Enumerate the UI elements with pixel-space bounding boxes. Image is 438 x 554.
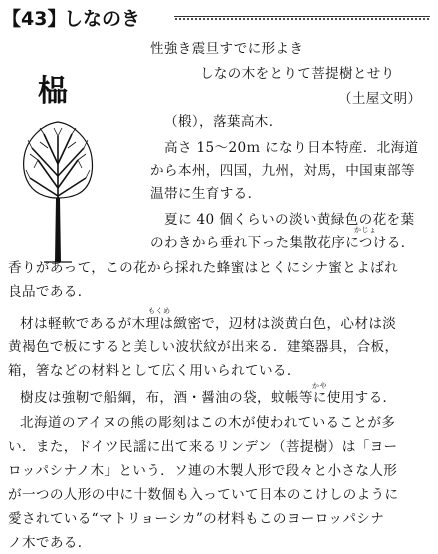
text-line: 北海道のアイヌの熊の彫刻はこの木が使われていることが多: [20, 415, 396, 431]
text-line: （椴），落葉高木．: [164, 114, 283, 130]
header-rule: [174, 16, 430, 22]
poem-line-2: しなの木をとりて菩提樹とせり: [200, 66, 395, 82]
text-line: 愛されている“マトリョーシカ”の材料もこのヨーロッパシナ: [8, 511, 385, 527]
entry-number: 【43】: [2, 8, 67, 30]
text-line: ロッパシナノ木」という．ソ連の木製人形で段々と小さな人形: [8, 463, 398, 479]
deciduous-tree-icon: [20, 118, 96, 266]
text-line: 温帯に生育する．: [150, 186, 262, 202]
text-line: 箱，箸などの材料として広く用いられている．: [8, 363, 301, 379]
text-line: 夏に 40 個くらいの淡い黄緑色の花を葉: [164, 212, 415, 228]
text-line: い．また，ドイツ民謡に出て来るリンデン（菩提樹）は「ヨー: [8, 439, 398, 455]
text-line: 黄褐色で板にすると美しい波状紋が出来る．建築器具，合板，: [8, 339, 399, 355]
text-line: ノ木である．: [8, 535, 92, 551]
text-line: から本州，四国，九州，対馬，中国東部等: [150, 163, 415, 179]
ruby-kaya: かや: [312, 382, 327, 390]
ruby-mokume: もくめ: [148, 307, 171, 315]
poem-author: （土屋文明）: [338, 91, 422, 107]
entry-kanji: 榀: [38, 74, 70, 109]
text-line: 香りがあって，この花から採れた蜂蜜はとくにシナ蜜とよばれ: [8, 260, 399, 276]
entry-header: [2, 4, 434, 30]
text-line: 材は軽軟であるが木理は緻密で，辺材は淡黄白色，心材は淡: [20, 316, 397, 332]
ruby-kajo: かじょ: [354, 226, 377, 234]
entry-title: しなのき: [64, 8, 141, 30]
poem-line-1: 性強き震旦すでに形よき: [150, 41, 304, 57]
text-line: が一つの人形の中に十数個も入っていて日本のこけしのように: [8, 487, 399, 503]
text-line: のわきから垂れ下った集散花序につける．: [150, 235, 415, 251]
text-line: 樹皮は強靭で船綱，布，酒・醤油の袋，蚊帳等に使用する．: [20, 390, 397, 406]
text-line: 高さ 15〜20ｍ になり日本特産．北海道: [164, 140, 419, 156]
text-line: 良品である．: [8, 284, 92, 300]
